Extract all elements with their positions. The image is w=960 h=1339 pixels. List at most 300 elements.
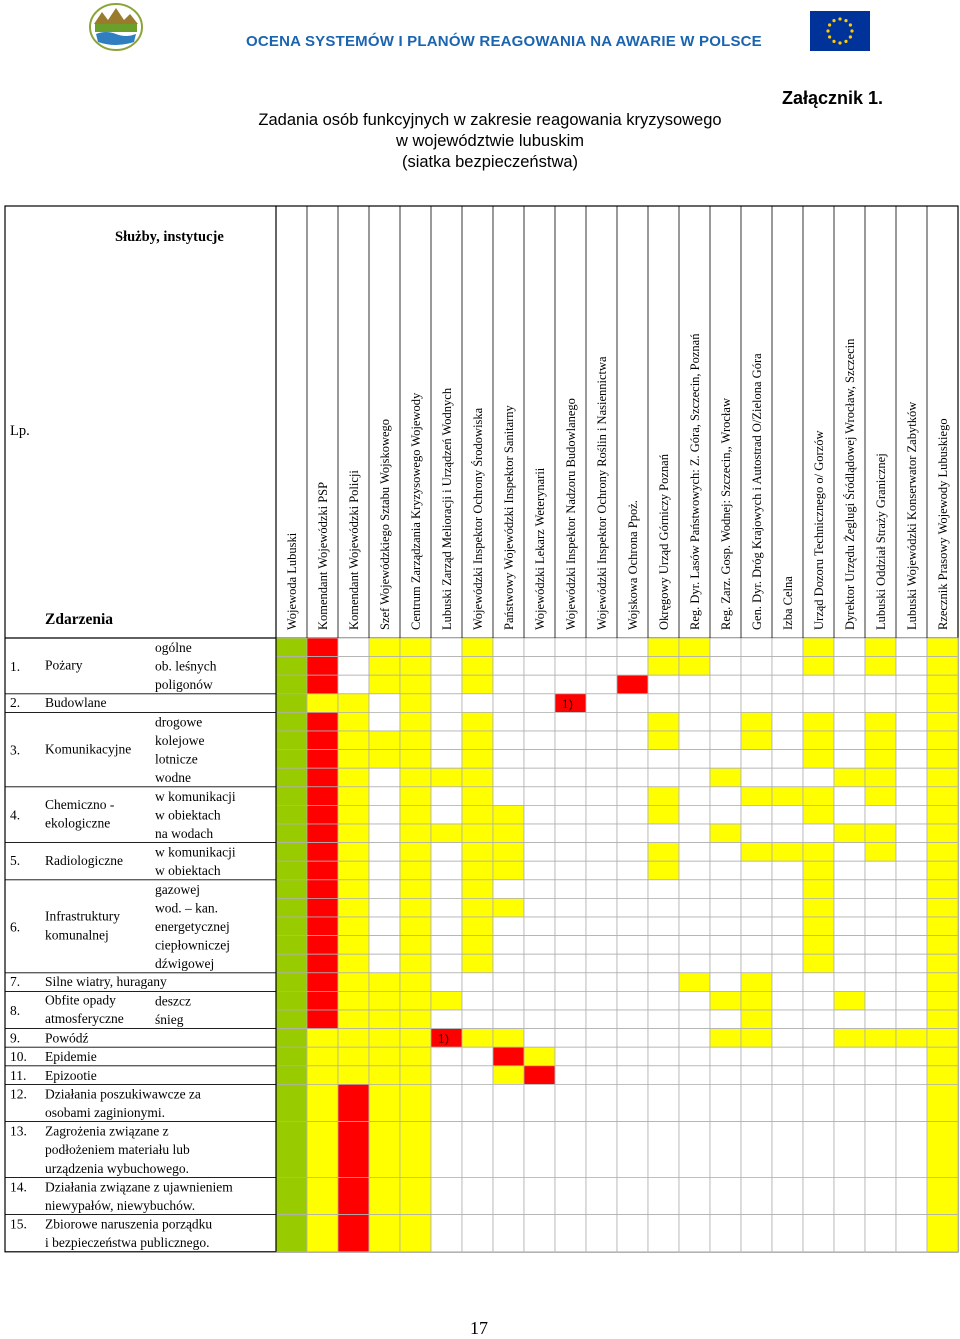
grid-cell — [276, 1122, 307, 1178]
event-label: komunalnej — [45, 927, 109, 943]
column-header: Gen. Dyr. Dróg Krajowych i Autostrad O/Zielona Góra — [750, 353, 764, 630]
grid-cell — [927, 768, 958, 787]
grid-cell — [772, 657, 803, 676]
grid-cell — [586, 712, 617, 731]
grid-cell — [307, 1010, 338, 1029]
grid-cell — [431, 843, 462, 862]
grid-cell — [896, 694, 927, 713]
grid-cell — [803, 805, 834, 824]
grid-cell — [648, 861, 679, 880]
grid-cell — [524, 787, 555, 806]
report-banner-title: OCENA SYSTEMÓW I PLANÓW REAGOWANIA NA AWARIE W POLSCE — [246, 33, 762, 50]
grid-cell — [865, 675, 896, 694]
grid-cell — [896, 750, 927, 769]
grid-cell — [307, 936, 338, 955]
grid-cell — [865, 824, 896, 843]
grid-cell — [617, 1084, 648, 1121]
grid-cell — [431, 1047, 462, 1066]
grid-cell — [493, 1010, 524, 1029]
grid-cell — [462, 675, 493, 694]
grid-cell — [679, 787, 710, 806]
event-label: Komunikacyjne — [45, 741, 132, 757]
grid-cell — [369, 657, 400, 676]
grid-cell — [772, 1029, 803, 1048]
grid-cell — [524, 1010, 555, 1029]
grid-cell — [679, 1084, 710, 1121]
event-label: niewypałów, niewybuchów. — [45, 1198, 196, 1213]
grid-cell — [524, 954, 555, 973]
grid-cell — [834, 1084, 865, 1121]
column-header: Wojewódzki Inspektor Ochrony Roślin i Nasiennictwa — [595, 356, 609, 630]
grid-cell — [834, 657, 865, 676]
grid-cell — [586, 898, 617, 917]
grid-cell — [307, 1047, 338, 1066]
subevent-label: w komunikacji — [155, 844, 236, 860]
grid-cell — [555, 1047, 586, 1066]
grid-cell — [493, 1047, 524, 1066]
event-label: podłożeniem materiału lub — [45, 1142, 190, 1158]
grid-cell — [896, 917, 927, 936]
grid-cell — [865, 973, 896, 992]
grid-cell — [369, 824, 400, 843]
grid-cell — [741, 1047, 772, 1066]
grid-cell — [524, 805, 555, 824]
grid-cell — [834, 861, 865, 880]
grid-cell — [803, 843, 834, 862]
grid-cell — [679, 638, 710, 657]
event-label: atmosferyczne — [45, 1011, 124, 1026]
grid-cell — [524, 1122, 555, 1178]
grid-cell — [710, 750, 741, 769]
grid-cell — [400, 917, 431, 936]
event-label: Zbiorowe naruszenia porządku — [45, 1216, 213, 1232]
grid-cell — [493, 973, 524, 992]
grid-cell — [741, 861, 772, 880]
grid-cell — [617, 898, 648, 917]
grid-cell — [369, 991, 400, 1010]
grid-cell — [586, 1084, 617, 1121]
grid-cell — [927, 712, 958, 731]
grid-cell — [617, 936, 648, 955]
grid-cell — [431, 936, 462, 955]
event-label: ekologiczne — [45, 815, 111, 831]
grid-cell — [679, 1010, 710, 1029]
grid-cell — [338, 1010, 369, 1029]
grid-cell — [276, 694, 307, 713]
grid-cell — [307, 731, 338, 750]
column-header: Centrum Zarządzania Kryzysowego Wojewody — [409, 392, 423, 630]
grid-cell — [834, 1029, 865, 1048]
grid-cell — [524, 991, 555, 1010]
grid-cell — [307, 675, 338, 694]
grid-cell — [927, 1084, 958, 1121]
grid-cell — [462, 1084, 493, 1121]
grid-cell — [586, 1122, 617, 1178]
grid-cell — [896, 787, 927, 806]
annex-label: Załącznik 1. — [782, 88, 884, 108]
grid-cell — [462, 1010, 493, 1029]
grid-cell — [741, 768, 772, 787]
grid-cell — [648, 824, 679, 843]
grid-cell — [462, 880, 493, 899]
grid-cell — [927, 638, 958, 657]
grid-cell — [586, 991, 617, 1010]
grid-cell — [307, 861, 338, 880]
grid-cell — [803, 1047, 834, 1066]
grid-cell — [617, 1029, 648, 1048]
grid-cell — [369, 805, 400, 824]
grid-cell — [803, 750, 834, 769]
grid-cell — [524, 1084, 555, 1121]
grid-cell — [617, 638, 648, 657]
grid-cell — [462, 731, 493, 750]
grid-cell — [338, 1084, 369, 1121]
grid-cell — [710, 1029, 741, 1048]
grid-cell — [617, 731, 648, 750]
grid-cell — [834, 694, 865, 713]
grid-cell — [431, 694, 462, 713]
grid-cell — [896, 638, 927, 657]
grid-cell — [710, 1066, 741, 1085]
event-label: i bezpieczeństwa publicznego. — [45, 1235, 210, 1251]
grid-cell — [834, 917, 865, 936]
grid-cell — [555, 824, 586, 843]
grid-cell — [896, 657, 927, 676]
subevent-label: deszcz — [155, 993, 191, 1009]
grid-cell — [400, 1177, 431, 1214]
grid-cell — [648, 638, 679, 657]
grid-cell — [834, 675, 865, 694]
grid-cell — [586, 936, 617, 955]
grid-cell — [834, 768, 865, 787]
grid-cell — [524, 657, 555, 676]
grid-cell — [307, 805, 338, 824]
grid-cell — [276, 712, 307, 731]
grid-cell — [865, 731, 896, 750]
grid-cell — [400, 1029, 431, 1048]
row-number: 8. — [10, 1003, 21, 1018]
grid-cell — [710, 638, 741, 657]
grid-cell — [400, 954, 431, 973]
grid-cell — [741, 1029, 772, 1048]
grid-cell — [307, 1066, 338, 1085]
grid-cell — [617, 973, 648, 992]
grid-cell — [555, 861, 586, 880]
grid-cell — [493, 768, 524, 787]
grid-cell — [462, 861, 493, 880]
event-label: Infrastruktury — [45, 908, 120, 924]
events-header: Zdarzenia — [45, 611, 114, 628]
grid-cell — [338, 1029, 369, 1048]
grid-cell — [493, 675, 524, 694]
grid-cell — [679, 954, 710, 973]
grid-cell — [369, 843, 400, 862]
grid-cell — [493, 991, 524, 1010]
grid-cell — [338, 880, 369, 899]
grid-cell — [772, 694, 803, 713]
grid-cell — [803, 1215, 834, 1252]
grid-cell — [617, 675, 648, 694]
grid-cell — [400, 880, 431, 899]
grid-cell — [741, 936, 772, 955]
grid-cell — [462, 657, 493, 676]
grid-cell — [276, 991, 307, 1010]
grid-cell — [679, 712, 710, 731]
grid-cell — [772, 712, 803, 731]
grid-cell — [338, 1215, 369, 1252]
grid-cell — [524, 936, 555, 955]
grid-cell — [896, 991, 927, 1010]
grid-cell — [307, 898, 338, 917]
grid-cell — [431, 861, 462, 880]
subevent-label: ob. leśnych — [155, 658, 217, 674]
grid-cell — [555, 1084, 586, 1121]
title-line-1: Zadania osób funkcyjnych w zakresie reagowania kryzysowego — [258, 111, 722, 129]
grid-cell — [369, 787, 400, 806]
grid-cell — [524, 973, 555, 992]
event-label: Działania poszukiwawcze za — [45, 1086, 201, 1102]
grid-cell — [865, 861, 896, 880]
grid-cell — [307, 1084, 338, 1121]
grid-cell — [524, 694, 555, 713]
grid-cell — [276, 1010, 307, 1029]
grid-cell — [431, 973, 462, 992]
grid-cell — [524, 1029, 555, 1048]
grid-cell — [493, 1177, 524, 1214]
grid-cell — [338, 1122, 369, 1178]
grid-cell — [431, 1122, 462, 1178]
grid-cell — [586, 768, 617, 787]
grid-cell — [772, 843, 803, 862]
grid-cell — [679, 1215, 710, 1252]
grid-cell — [431, 1177, 462, 1214]
grid-cell — [276, 638, 307, 657]
grid-cell — [803, 898, 834, 917]
grid-cell — [369, 1010, 400, 1029]
grid-cell — [772, 917, 803, 936]
grid-cell — [369, 1177, 400, 1214]
grid-cell — [276, 936, 307, 955]
grid-cell — [276, 954, 307, 973]
grid-cell — [927, 917, 958, 936]
grid-cell — [896, 880, 927, 899]
column-header: Reg. Zarz. Gosp. Wodnej: Szczecin,, Wrocław — [719, 398, 733, 630]
column-header: Urząd Dozoru Technicznego o/ Gorzów — [812, 430, 826, 630]
grid-cell — [803, 1066, 834, 1085]
grid-cell — [276, 917, 307, 936]
grid-cell — [369, 1122, 400, 1178]
grid-cell — [772, 1066, 803, 1085]
grid-cell — [431, 768, 462, 787]
grid-cell — [369, 638, 400, 657]
column-header: Okręgowy Urząd Górniczy Poznań — [657, 454, 671, 630]
grid-cell — [772, 675, 803, 694]
grid-cell — [493, 1066, 524, 1085]
grid-cell — [276, 1215, 307, 1252]
grid-cell — [648, 750, 679, 769]
event-label: Pożary — [45, 657, 83, 673]
grid-cell — [679, 768, 710, 787]
grid-cell — [400, 991, 431, 1010]
column-header: Wojewódzki Inspektor Nadzoru Budowlanego — [564, 398, 578, 630]
grid-cell — [431, 750, 462, 769]
event-label: Działania związane z ujawnieniem — [45, 1179, 233, 1195]
grid-cell — [741, 954, 772, 973]
grid-cell — [865, 805, 896, 824]
grid-cell — [679, 936, 710, 955]
grid-cell — [710, 991, 741, 1010]
grid-cell — [431, 1215, 462, 1252]
row-number: 1. — [10, 658, 21, 674]
grid-cell — [338, 917, 369, 936]
grid-cell — [617, 712, 648, 731]
grid-cell — [369, 936, 400, 955]
grid-cell — [524, 750, 555, 769]
grid-cell — [369, 1215, 400, 1252]
grid-cell — [803, 1122, 834, 1178]
event-label: osobami zaginionymi. — [45, 1105, 165, 1120]
grid-cell — [307, 991, 338, 1010]
grid-cell — [493, 917, 524, 936]
grid-cell — [741, 657, 772, 676]
grid-cell — [431, 917, 462, 936]
grid-cell — [741, 1122, 772, 1178]
grid-cell — [462, 694, 493, 713]
grid-cell — [648, 805, 679, 824]
grid-cell — [741, 1215, 772, 1252]
grid-cell — [927, 824, 958, 843]
row-number: 14. — [10, 1179, 27, 1195]
grid-cell — [586, 1215, 617, 1252]
grid-cell — [772, 750, 803, 769]
grid-cell — [586, 843, 617, 862]
grid-cell — [307, 768, 338, 787]
grid-cell — [462, 973, 493, 992]
grid-cell — [834, 991, 865, 1010]
grid-cell — [555, 1010, 586, 1029]
grid-cell — [400, 898, 431, 917]
grid-cell — [338, 936, 369, 955]
grid-cell — [679, 805, 710, 824]
grid-cell — [927, 880, 958, 899]
grid-cell — [617, 824, 648, 843]
grid-cell — [555, 657, 586, 676]
grid-cell — [927, 1029, 958, 1048]
subevent-label: dźwigowej — [155, 956, 215, 972]
grid-cell — [307, 750, 338, 769]
grid-cell — [865, 712, 896, 731]
subevent-label: kolejowe — [155, 733, 205, 748]
grid-cell — [400, 1047, 431, 1066]
grid-cell — [772, 824, 803, 843]
grid-cell — [710, 675, 741, 694]
row-number: 7. — [10, 973, 21, 989]
grid-cell — [648, 954, 679, 973]
grid-cell — [741, 880, 772, 899]
grid-cell — [617, 787, 648, 806]
grid-cell — [927, 898, 958, 917]
grid-cell — [865, 750, 896, 769]
grid-cell — [586, 917, 617, 936]
grid-cell — [803, 638, 834, 657]
grid-cell — [338, 768, 369, 787]
grid-cell — [555, 991, 586, 1010]
grid-cell — [369, 731, 400, 750]
grid-cell — [369, 1029, 400, 1048]
grid-cell — [679, 1029, 710, 1048]
grid-cell — [772, 1215, 803, 1252]
grid-cell — [896, 973, 927, 992]
grid-cell — [400, 750, 431, 769]
grid-cell — [555, 1066, 586, 1085]
grid-cell — [741, 991, 772, 1010]
grid-cell — [927, 843, 958, 862]
column-header: Wojewódzki Inspektor Ochrony Środowiska — [471, 407, 485, 630]
grid-cell — [679, 824, 710, 843]
grid-cell — [555, 898, 586, 917]
grid-cell — [307, 1215, 338, 1252]
grid-cell — [493, 750, 524, 769]
grid-cell — [555, 1215, 586, 1252]
grid-cell — [307, 694, 338, 713]
grid-cell — [400, 973, 431, 992]
grid-cell — [586, 1029, 617, 1048]
subevent-label: poligonów — [155, 677, 213, 693]
grid-cell — [648, 675, 679, 694]
grid-cell — [555, 638, 586, 657]
event-label: urządzenia wybuchowego. — [45, 1160, 189, 1176]
grid-cell — [803, 787, 834, 806]
grid-cell — [679, 675, 710, 694]
grid-cell — [276, 880, 307, 899]
grid-cell — [710, 1177, 741, 1214]
grid-cell — [834, 805, 865, 824]
grid-cell — [927, 657, 958, 676]
grid-cell — [338, 675, 369, 694]
grid-cell — [710, 694, 741, 713]
grid-cell — [462, 1215, 493, 1252]
grid-cell — [803, 731, 834, 750]
grid-cell — [276, 1029, 307, 1048]
grid-cell — [896, 712, 927, 731]
grid-cell — [617, 750, 648, 769]
event-label: Radiologiczne — [45, 852, 123, 868]
grid-cell — [462, 638, 493, 657]
grid-cell — [276, 787, 307, 806]
grid-cell — [338, 973, 369, 992]
grid-cell — [338, 861, 369, 880]
event-label: Obfite opady — [45, 992, 116, 1008]
grid-cell — [431, 1010, 462, 1029]
column-header: Państwowy Wojewódzki Inspektor Sanitarny — [502, 405, 516, 630]
grid-cell — [431, 991, 462, 1010]
grid-cell — [834, 638, 865, 657]
grid-cell — [462, 750, 493, 769]
grid-cell — [400, 712, 431, 731]
grid-cell — [927, 991, 958, 1010]
grid-cell — [803, 1177, 834, 1214]
grid-cell — [648, 1084, 679, 1121]
grid-cell — [493, 1029, 524, 1048]
grid-cell — [524, 1066, 555, 1085]
grid-cell — [307, 787, 338, 806]
grid-cell — [865, 1066, 896, 1085]
grid-cell — [927, 1066, 958, 1085]
grid-cell — [648, 1066, 679, 1085]
grid-cell — [896, 936, 927, 955]
subevent-label: w obiektach — [155, 863, 221, 879]
grid-cell — [617, 1047, 648, 1066]
